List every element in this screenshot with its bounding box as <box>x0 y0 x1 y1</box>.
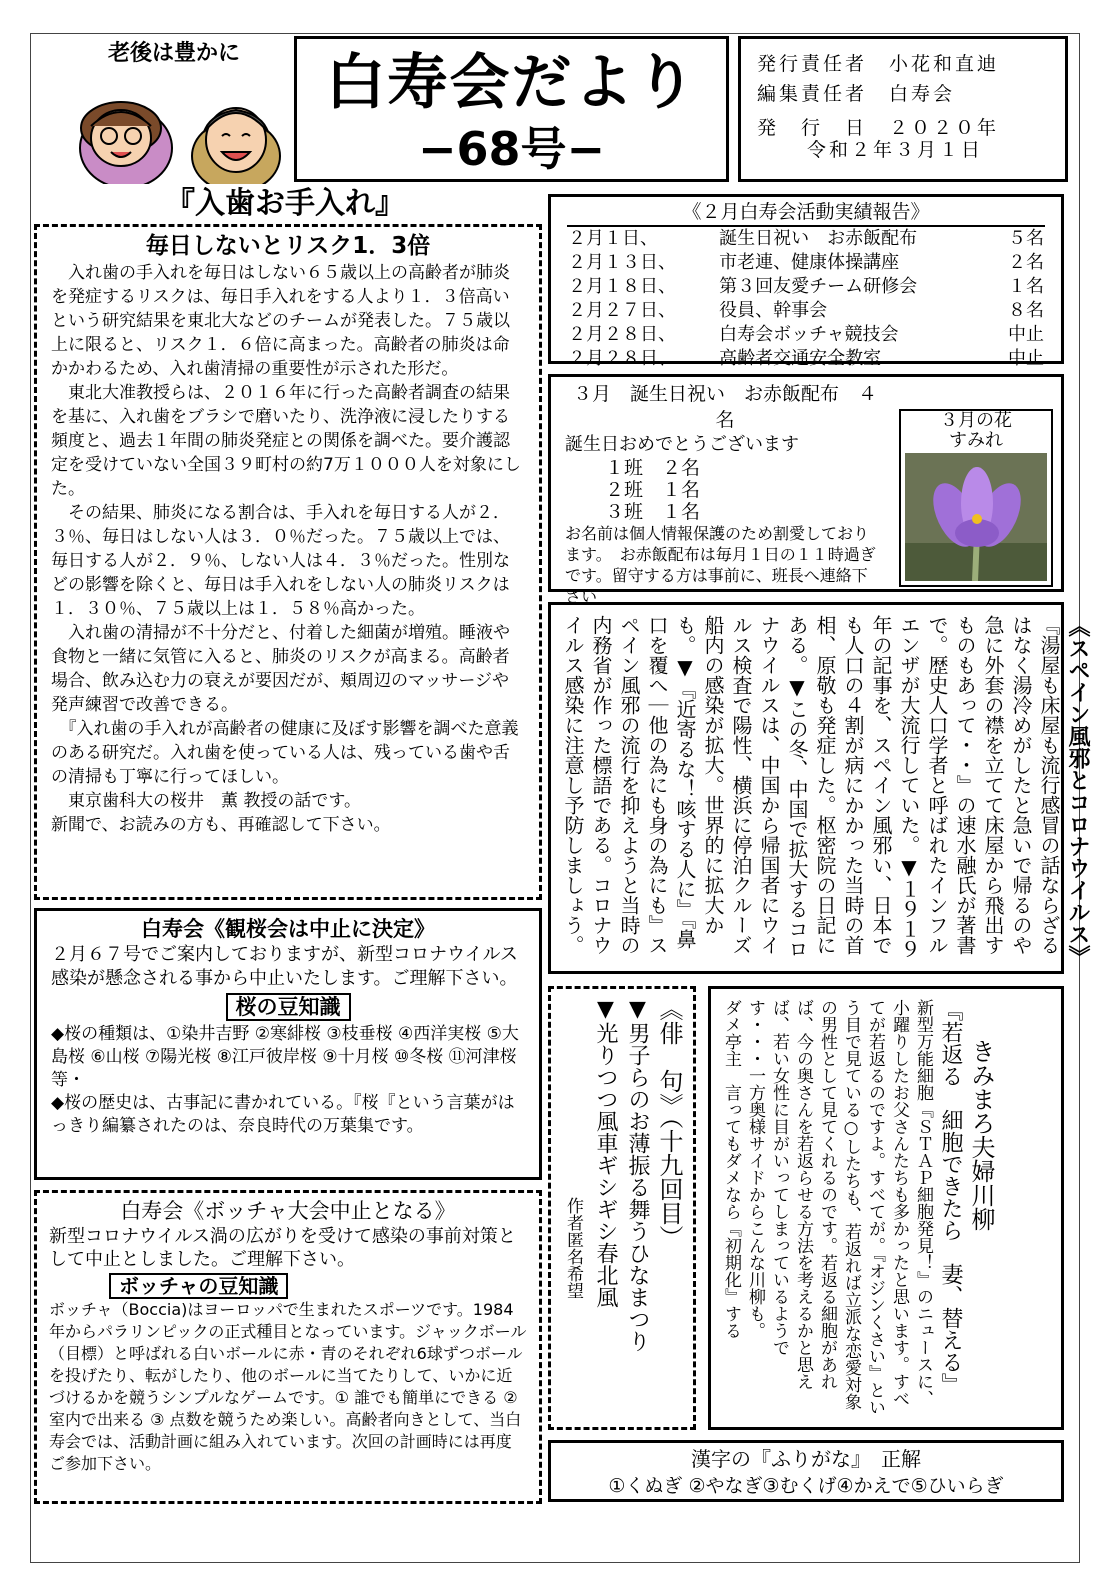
table-row <box>567 251 1045 275</box>
masthead-slogan: 老後は豊かに <box>107 41 240 66</box>
dentures-para-1: 入れ歯の手入れを毎日はしない６５歳以上の高齢者が肺炎を発症するリスクは、毎日手入れをする人より１．３倍高いという研究結果を東北大などのチームが発表した。７５歳以上に限ると、リスク１．６倍に高まった。高齢者の肺炎は命かかわるため、入れ歯清掃の重要性が示された形だ。 <box>51 263 510 379</box>
group-count: １名 <box>662 501 701 523</box>
table-row <box>567 323 1045 347</box>
haiku-author: 作者匿名希望 <box>563 1197 583 1299</box>
report-event: 市老連、健康体操講座 <box>719 252 900 273</box>
dentures-para-3: その結果、肺炎になる割合は、手入れを毎日する人が２．３％、毎日はしない人は３．０％だった。７５歳以上では、毎日する人が２．９％、しない人は４．３％だった。性別などの影響を除くと、毎日は手入れをしない人の肺炎リスクは１．３０％、７５歳以上は１．５８％高かった。 <box>51 503 510 619</box>
editor: 白寿会 <box>889 83 956 105</box>
boccia-body: 新型コロナウイルス渦の広がりを受けて感染の事前対策として中止としました。ご理解下さい。 <box>49 1226 516 1270</box>
masthead-illustration <box>36 36 292 184</box>
kanji-answer-box <box>548 1440 1064 1502</box>
senryu-verse: 『若返る 細胞できたら 妻、替える』 <box>938 999 963 1395</box>
haiku-box <box>548 986 696 1430</box>
report-event: 高齢者交通安全教室 <box>719 348 882 369</box>
boccia-box <box>34 1190 542 1504</box>
cherry-body: ２月６７号でご案内しておりますが、新型コロナウイルス感染が懸念される事から中止いたします。ご理解下さい。 <box>51 944 518 989</box>
report-count: 中止 <box>1008 324 1044 345</box>
report-count: １名 <box>1008 276 1044 297</box>
dentures-heading: 『入歯お手入れ』 <box>165 186 405 221</box>
boccia-title: 白寿会《ボッチャ大会中止となる》 <box>120 1199 456 1223</box>
spanish-flu-box <box>548 602 1090 974</box>
flower-box <box>899 409 1053 587</box>
dentures-para-4: 入れ歯の清掃が不十分だと、付着した細菌が増殖。睡液や食物と一緒に気管に入ると、肺炎のリスクが高まる。高齢者場合、飲み込む力の衰えが要因だが、頬周辺のマッサージや発声練習で改善できる。 <box>51 623 510 715</box>
haiku-title: 《俳 句》（十九回目） <box>655 997 683 1249</box>
table-row <box>567 227 1045 251</box>
report-event: 白寿会ボッチャ競技会 <box>719 324 899 345</box>
elderly-couple-icon <box>36 36 292 184</box>
newsletter-title: 白寿会だより <box>325 48 698 118</box>
cherry-trivia-1: ◆桜の種類は、①染井吉野 ②寒緋桜 ③枝垂桜 ④西洋実桜 ⑤大島桜 ⑥山桜 ⑦陽光桜 ⑧江戸彼岸桜 ⑨十月桜 ⑩冬桜 ⑪河津桜等・ <box>51 1024 519 1090</box>
birthday-greeting: 誕生日おめでとうございます <box>565 434 799 455</box>
report-count: ８名 <box>1008 300 1044 321</box>
group-count: １名 <box>662 479 701 501</box>
date-year: ２０２０年 <box>889 117 1000 139</box>
haiku-text <box>557 997 685 1421</box>
dentures-para-7: 新聞で、お読みの方も、再確認して下さい。 <box>51 815 391 835</box>
report-date: ２月２８日、 <box>568 324 676 345</box>
dentures-para-2: 東北大准教授らは、２０１６年に行った高齢者調査の結果を基に、入れ歯をブラシで磨いたり、洗浄液に浸したりする頻度と、過去１年間の肺炎発症との関係を調べた。要介護認定を受けていない全国３９町村の約7万１０００人を対象にした。 <box>51 383 521 499</box>
birthday-note: お名前は個人情報保護のため割愛しております。 お赤飯配布は毎月１日の１１時過ぎです。留守する方は事前に、班長へ連絡下さい <box>565 524 876 606</box>
report-count: ５名 <box>1008 228 1044 249</box>
spanish-flu-title: 《スペイン風邪とコロナウイルス》 <box>1065 615 1090 967</box>
report-table <box>567 227 1045 371</box>
activity-report <box>548 194 1064 369</box>
senryu-title: きみまろ夫婦川柳 <box>967 1039 995 1231</box>
group-name: ２班 <box>605 479 644 501</box>
spanish-flu-body: 『湯屋も床屋も流行感冒の話ならざるはなく湯冷めがしたと急いで帰るのや急に外套の襟を立てて床屋から飛出すものもあって・・』の速水融氏が著書で。歴史人口学者と呼ばれたインフルエンザが大流行していた。▼１９１９年の記事を、スペイン風邪い、日本でも人口の４割が病にかかった当時の首相、原敬も発症した。枢密院の日記にある。▼この冬、中国で拡大するコロナウイルスは、中国から帰国者にウイルス検査で陽性、横浜に停泊クルーズ船内の感染が拡大。世界的に拡大かも。▼『近寄るな！咳する人に』『鼻口を覆へ｜他の為にも身の為にも』スペイン風邪の流行を抑えようと当時の内務省が作った標語である。コロナウイルス感染に注意し予防しましょう。 <box>561 615 1061 959</box>
dentures-article <box>34 224 542 900</box>
group-count: ２名 <box>662 457 701 479</box>
haiku-line-1: ▼男子らのお薄振る舞うひなまつり <box>625 997 650 1352</box>
table-row <box>567 275 1045 299</box>
cherry-trivia-2: ◆桜の歴史は、古事記に書かれている。『桜『という言葉がはっきり編纂されたのは、奈良時代の万葉集です。 <box>51 1093 515 1136</box>
report-date: ２月２７日、 <box>568 300 676 321</box>
table-row <box>567 299 1045 323</box>
masthead-title-box <box>294 36 729 182</box>
violet-flower-icon <box>905 453 1047 581</box>
report-event: 第３回友愛チーム研修会 <box>719 276 918 297</box>
senryu-box <box>708 986 1064 1430</box>
spanish-flu-text <box>559 615 1091 965</box>
dentures-para-6: 東京歯科大の桜井 薫 教授の話です。 <box>51 791 362 811</box>
birthday-box <box>548 374 1064 606</box>
kanji-title: 漢字の『ふりがな』 正解 <box>691 1447 921 1471</box>
birthday-title: ３月 誕生日祝い お赤飯配布 ４名 <box>572 383 877 431</box>
publisher-label: 発行責任者 <box>757 53 868 75</box>
editor-label: 編集責任者 <box>757 83 868 105</box>
report-date: ２月１８日、 <box>568 276 676 297</box>
issue-number: −68号− <box>417 122 606 176</box>
flower-label-2: すみれ <box>949 430 1003 451</box>
flower-label-1: ３月の花 <box>940 410 1012 431</box>
report-count: 中止 <box>1008 348 1044 369</box>
cherry-box <box>34 908 542 1180</box>
dentures-para-5: 『入れ歯の手入れが高齢者の健康に及ぼす影響を調べた意義のある研究だ。入れ歯を使っている人は、残っている歯や舌の清掃も丁寧に行ってほしい。 <box>51 719 519 787</box>
date-reiwa: 令和２年３月１日 <box>807 139 984 161</box>
group-name: ３班 <box>605 501 644 523</box>
boccia-trivia: ボッチャ（Boccia)はヨーロッパで生まれたスポーツです。1984年からパラリンピックの正式種目となっています。ジャックボール（目標）と呼ばれる白いボールに赤・青のそれぞれ6球ずつボールを投げたり、転がしたり、他のボールに当てたりして、いかに近づけるかを競うシンプルなゲームです。① 誰でも簡単にできる ② 室内で出来る ③ 点数を競うため楽しい。高齢者向きとして、当白寿会では、活動計画に組み入れています。次回の計画時には再度ご参加下さい。 <box>49 1300 527 1473</box>
dentures-subtitle: 毎日しないとリスク1．3倍 <box>145 233 431 259</box>
senryu-body: 新型万能細胞『ＳＴＡＰ細胞発見！』のニュースに、小躍りしたお父さんたちも多かったと思います。すべてが若返るのですよ。すべてが。『オジンくさい』という目で見ている○したちも、若返れば立派な恋愛対象の男性として見てくれるのです。若返る細胞があれば、今の奥さんを若返らせる方法を考えるかと思えば、若い女性に目がいってしまっているようです・・・一方奥様サイドからこんな川柳も。 <box>745 999 933 1416</box>
cherry-trivia-title: 桜の豆知識 <box>226 993 351 1021</box>
senryu-text <box>719 999 997 1421</box>
report-date: ２月２８日、 <box>568 348 676 369</box>
report-date: ２月１日、 <box>568 228 658 249</box>
report-date: ２月１３日、 <box>568 252 676 273</box>
report-count: ２名 <box>1008 252 1044 273</box>
senryu-closing: ダメ亭主 言ってもダメなら『初期化』する <box>721 999 741 1339</box>
report-event: 誕生日祝い お赤飯配布 <box>719 228 918 249</box>
publisher: 小花和直迪 <box>889 53 1000 75</box>
cherry-title: 白寿会《観桜会は中止に決定》 <box>141 917 435 941</box>
report-title: 《２月白寿会活動実績報告》 <box>567 199 1045 227</box>
group-name: １班 <box>605 457 644 479</box>
haiku-line-2: ▼光りつつ風車ギシギシ春北風 <box>593 997 618 1308</box>
publication-info <box>738 36 1068 182</box>
boccia-trivia-title: ボッチャの豆知識 <box>109 1273 288 1299</box>
report-event: 役員、幹事会 <box>719 300 828 321</box>
table-row <box>567 347 1045 371</box>
kanji-answers: ①くぬぎ ②やなぎ③むくげ④かえで⑤ひいらぎ <box>608 1475 1004 1497</box>
date-label: 発 行 日 <box>757 117 868 139</box>
